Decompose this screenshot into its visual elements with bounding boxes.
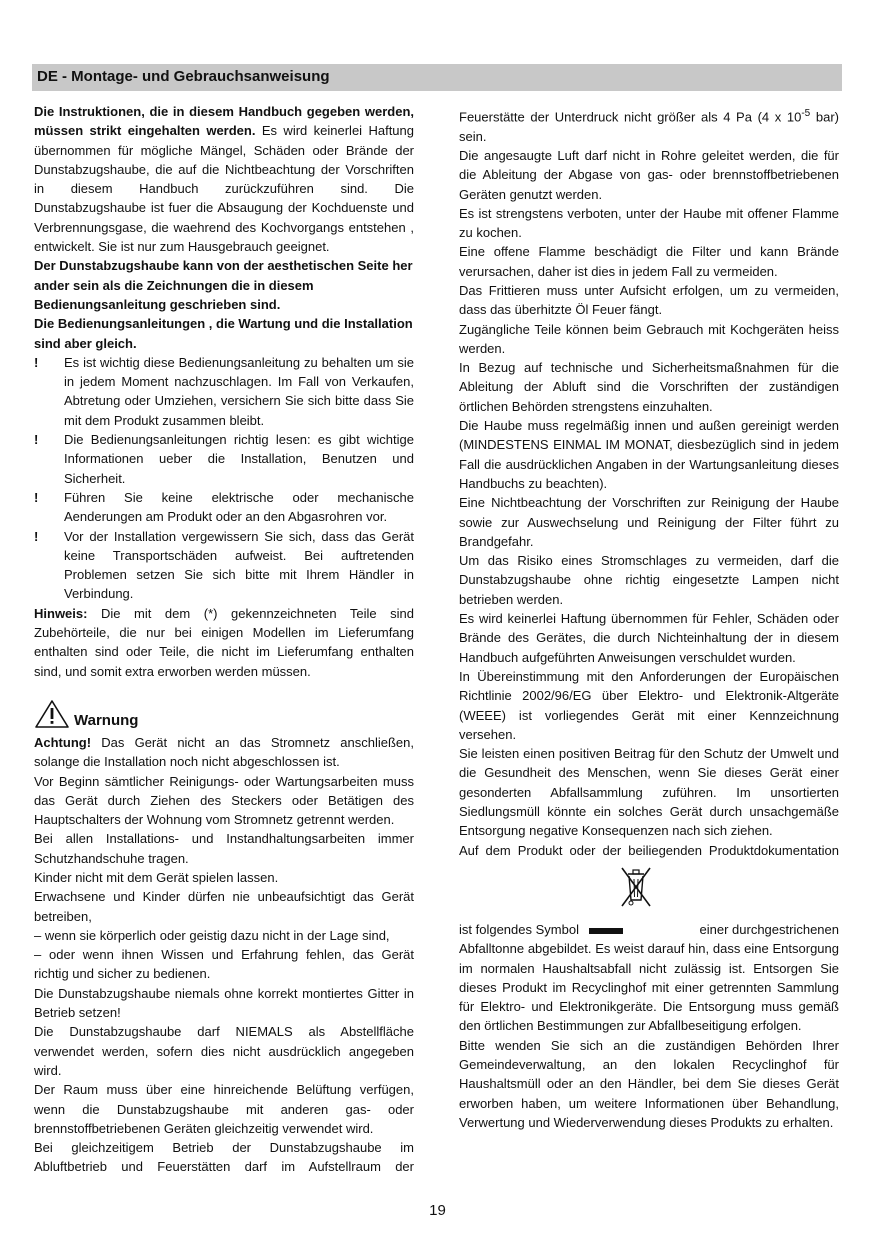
paragraph: Die Dunstabzugshaube darf NIEMALS als Abstellfläche verwendet werden, sofern dies nicht ausdrücklich angegeben wird.	[34, 1024, 414, 1078]
bullet-item	[34, 488, 414, 527]
crossed-out-bin-icon	[619, 864, 653, 908]
bold-note-1: Der Dunstabzugshaube kann von der aesthetischen Seite her ander sein als die Zeichnungen die in diesem Bedienungsanleitung geschrieben sind.	[34, 258, 413, 312]
bullet-item	[34, 353, 414, 430]
paragraph: – oder wenn ihnen Wissen und Erfahrung fehlen, das Gerät richtig und sicher zu bedienen.	[34, 947, 414, 982]
paragraph: Abfalltonne abgebildet. Es weist darauf hin, dass eine Entsorgung im normalen Haushaltsabfall nicht zulässig ist. Entsorgen Sie dieses Produkt im Recyclinghof mit einer getrennten Sammlung für Elektro- und Elektronikgeräte. Die Entsorgung muss gemäß den örtlichen Bestimmungen zur Abfallbeseitigung erfolgen.	[459, 941, 839, 1034]
paragraph: In Übereinstimmung mit den Anforderungen der Europäischen Richtlinie 2002/96/EG über Elektro- und Elektronik-Altgeräte (WEEE) ist vorliegendes Gerät mit einer Kennzeichnung versehen.	[459, 668, 839, 742]
paragraph: Bitte wenden Sie sich an die zuständigen Behörden Ihrer Gemeindeverwaltung, an den lokalen Recyclinghof für Haushaltsmüll oder an den Händler, bei dem Sie dieses Gerät erworben haben, um weitere Informationen über Behandlung, Verwertung und Wiederverwendung dieses Produkts zu erhalten.	[459, 1037, 839, 1130]
symbol-text-right: einer durchgestrichenen	[699, 921, 839, 937]
symbol-line	[459, 920, 839, 939]
paragraph: Das Frittieren muss unter Aufsicht erfolgen, um zu vermeiden, dass das überhitzte Öl Feuer fängt.	[459, 283, 839, 318]
paragraph: Die angesaugte Luft darf nicht in Rohre geleitet werden, die für die Ableitung der Abgase von gas- oder brennstoffbetriebenen Geräten genutzt werden.	[459, 147, 839, 202]
paragraph: Erwachsene und Kinder dürfen nie unbeaufsichtigt das Gerät betreiben,	[34, 889, 414, 924]
weee-symbol-block	[459, 860, 839, 920]
intro-paragraph	[34, 102, 414, 256]
paragraph: Eine offene Flamme beschädigt die Filter und kann Brände verursachen, daher ist dies in jedem Fall zu vermeiden.	[459, 244, 839, 279]
paragraph	[459, 104, 839, 146]
warning-title: Warnung	[74, 711, 139, 729]
hinweis-label: Hinweis:	[34, 605, 88, 621]
bold-note-2: Die Bedienungsanleitungen , die Wartung und die Installation sind aber gleich.	[34, 316, 413, 351]
bullet-mark: !	[34, 489, 39, 505]
paragraph: Vor Beginn sämtlicher Reinigungs- oder Wartungsarbeiten muss das Gerät durch Ziehen des Steckers oder Betätigen des Hauptschalters der Wohnung vom Stromnetz getrennt werden.	[34, 773, 414, 828]
paragraph: Eine Nichtbeachtung der Vorschriften zur Reinigung der Haube sowie zur Auswechselung und Reinigung der Filter führt zu Brandgefahr.	[459, 495, 839, 549]
warning-triangle-icon	[34, 699, 70, 729]
symbol-text-left: ist folgendes Symbol	[459, 921, 579, 937]
paragraph: Es ist strengstens verboten, unter der Haube mit offener Flamme zu kochen.	[459, 205, 839, 241]
paragraph: Der Raum muss über eine hinreichende Belüftung verfügen, wenn die Dunstabzugshaube mit anderen gas- oder brennstoffbetriebenen Geräten gleichzeitig verwendet wird.	[34, 1082, 414, 1136]
paragraph: Kinder nicht mit dem Gerät spielen lassen.	[34, 869, 279, 885]
paragraph: Bei gleichzeitigem Betrieb der Dunstabzugshaube im Abluftbetrieb und Feuerstätten darf im Aufstellraum der	[34, 1140, 414, 1175]
intro-text: Es wird keinerlei Haftung übernommen für mögliche Mängel, Schäden oder Brände der Dunstabzugshaube, die auf die Nichtbeachtung der Vorschriften in diesem Handbuch zurückzuführen sind. Die Dunstabzugshaube ist fuer die Absaugung der Kochduenste und Verbrennungsgase, die waehrend des Kochvorgangs entstehen , entwickelt. Sie ist nur zum Hausgebrauch geeignet.	[34, 123, 414, 255]
paragraph: Es wird keinerlei Haftung übernommen für Fehler, Schäden oder Brände des Gerätes, die durch Nichteinhaltung der in diesem Handbuch aufgeführten Anweisungen verschuldet wurden.	[459, 611, 839, 665]
paragraph: – wenn sie körperlich oder geistig dazu nicht in der Lage sind,	[34, 927, 390, 943]
intro-bold: Die Instruktionen, die in diesem Handbuch gegeben werden, müssen strikt eingehalten werden.	[34, 104, 414, 139]
bullet-mark: !	[34, 432, 39, 448]
section-header	[32, 64, 842, 91]
exponent: -5	[801, 108, 811, 119]
bullet-mark: !	[34, 354, 39, 370]
bullet-text: Es ist wichtig diese Bedienungsanleitung zu behalten um sie in jedem Moment nachzuschlagen. Im Fall von Verkaufen, Abtretung oder Umziehen, versichern Sie sich bitte dass Sie mit dem Produkt zusammen bleibt.	[64, 354, 414, 428]
section-title: DE - Montage- und Gebrauchsanweisung	[37, 68, 330, 85]
paragraph: Um das Risiko eines Stromschlages zu vermeiden, darf die Dunstabzugshaube ohne richtig eingesetzte Lampen nicht betrieben werden.	[459, 553, 839, 607]
hinweis-paragraph	[34, 604, 414, 681]
paragraph: In Bezug auf technische und Sicherheitsmaßnahmen für die Ableitung der Abluft sind die Vorschriften der zuständigen örtlichen Behörden strengstens einzuhalten.	[459, 360, 839, 414]
bullet-text: Führen Sie keine elektrische oder mechanische Aenderungen am Produkt oder an den Abgasrohren vor.	[64, 489, 414, 525]
achtung-paragraph	[34, 733, 414, 772]
warning-heading	[34, 699, 414, 733]
paragraph: Die Dunstabzugshaube niemals ohne korrekt montiertes Gitter in Betrieb setzen!	[34, 985, 414, 1021]
hinweis-text: Die mit dem (*) gekennzeichneten Teile sind Zubehörteile, die nur bei einigen Modellen im Lieferumfang enthalten sind oder Teile, die nicht im Lieferumfang enthalten sind, und somit extra erworben werden müssen.	[34, 605, 414, 679]
paragraph: Sie leisten einen positiven Beitrag für den Schutz der Umwelt und die Gesundheit des Menschen, wenn Sie dieses Gerät einer gesonderten Abfallsammlung zuführen. Im unsortierten Siedlungsmüll könnte ein solches Gerät durch unsachgemäße Entsorgung negative Konsequenzen nach sich ziehen.	[459, 746, 839, 839]
paragraph: Auf dem Produkt oder der beiliegenden Produktdokumentation	[459, 842, 839, 858]
paragraph: Zugängliche Teile können beim Gebrauch mit Kochgeräten heiss werden.	[459, 321, 839, 356]
bullet-item	[34, 527, 414, 604]
achtung-text: Das Gerät nicht an das Stromnetz anschließen, solange die Installation noch nicht abgeschlossen ist.	[34, 734, 414, 770]
paragraph: Die Haube muss regelmäßig innen und außen gereinigt werden (MINDESTENS EINMAL IM MONAT, diesbezüglich sind in jedem Fall die ausdrücklichen Angaben in der Wartungsanleitung dieses Handbuchs zu beachten).	[459, 418, 839, 491]
left-column	[34, 102, 414, 1177]
right-column	[459, 104, 839, 1132]
bullet-text: Vor der Installation vergewissern Sie sich, dass das Gerät keine Transportschäden aufweist. Bei auftretenden Problemen setzen Sie sich bitte mit Ihrem Händler in Verbindung.	[64, 528, 414, 602]
paragraph-text: Feuerstätte der Unterdruck nicht größer als 4 Pa (4 x 10	[459, 109, 802, 125]
bullet-text: Die Bedienungsanleitungen richtig lesen: es gibt wichtige Informationen ueber die Installation, Benutzen und Sicherheit.	[64, 432, 414, 486]
paragraph-text: bar) sein.	[459, 109, 839, 144]
bullet-mark: !	[34, 528, 39, 544]
symbol-bar-icon	[589, 928, 623, 934]
bullet-item	[34, 430, 414, 488]
achtung-label: Achtung!	[34, 734, 92, 750]
page-number: 19	[429, 1202, 446, 1219]
paragraph: Bei allen Installations- und Instandhaltungsarbeiten immer Schutzhandschuhe tragen.	[34, 831, 414, 866]
